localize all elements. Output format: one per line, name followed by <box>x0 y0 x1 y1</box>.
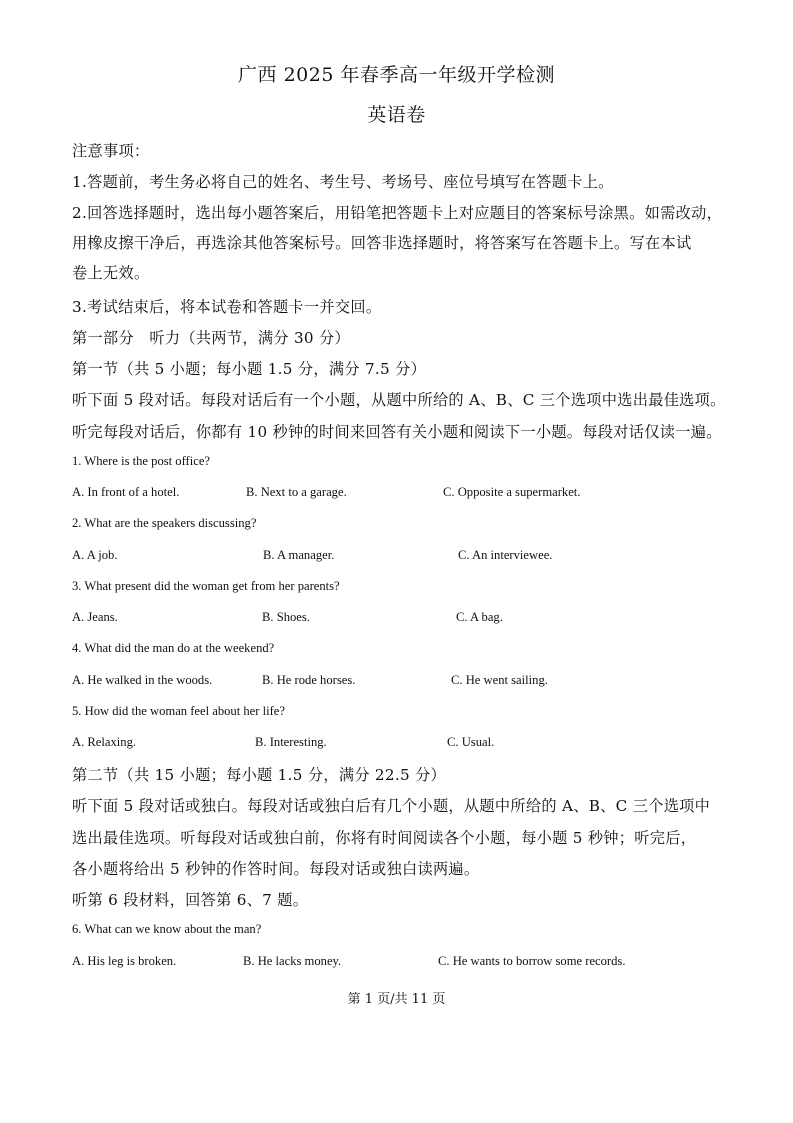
question-4-stem: 4. What did the man do at the weekend? <box>72 641 275 655</box>
question-2-option-a: A. A job. <box>72 548 118 562</box>
notice-item-2-line-2: 用橡皮擦干净后，再选涂其他答案标号。回答非选择题时，将答案写在答题卡上。写在本试 <box>72 234 692 252</box>
question-1-stem: 1. Where is the post office? <box>72 454 211 468</box>
question-3-option-b: B. Shoes. <box>262 610 310 624</box>
question-5-option-c: C. Usual. <box>447 735 495 749</box>
question-5-option-a: A. Relaxing. <box>72 735 137 749</box>
material-6-instruction: 听第 6 段材料，回答第 6、7 题。 <box>72 891 309 909</box>
page-number: 第 1 页/共 11 页 <box>347 992 446 1007</box>
section1-instructions-line-1: 听下面 5 段对话。每段对话后有一个小题，从题中所给的 A、B、C 三个选项中选出最佳选项。 <box>72 391 726 409</box>
question-1-option-a: A. In front of a hotel. <box>72 485 180 499</box>
question-6-option-a: A. His leg is broken. <box>72 954 177 968</box>
question-3-option-a: A. Jeans. <box>72 610 118 624</box>
question-2-option-c: C. An interviewee. <box>458 548 553 562</box>
question-4-option-a: A. He walked in the woods. <box>72 673 213 687</box>
question-4-option-c: C. He went sailing. <box>451 673 548 687</box>
exam-subtitle: 英语卷 <box>367 104 426 126</box>
notice-item-1: 1.答题前，考生务必将自己的姓名、考生号、考场号、座位号填写在答题卡上。 <box>72 173 614 191</box>
question-6-option-b: B. He lacks money. <box>243 954 342 968</box>
question-1-option-c: C. Opposite a supermarket. <box>443 485 581 499</box>
question-6-stem: 6. What can we know about the man? <box>72 922 262 936</box>
notice-item-3: 3.考试结束后，将本试卷和答题卡一并交回。 <box>72 298 382 316</box>
section1-heading: 第一节（共 5 小题；每小题 1.5 分，满分 7.5 分） <box>72 360 427 378</box>
notice-item-2-line-1: 2.回答选择题时，选出每小题答案后，用铅笔把答题卡上对应题目的答案标号涂黑。如需改动， <box>72 204 723 222</box>
part1-heading: 第一部分 听力（共两节，满分 30 分） <box>72 329 350 347</box>
section1-instructions-line-2: 听完每段对话后，你都有 10 秒钟的时间来回答有关小题和阅读下一小题。每段对话仅读一遍。 <box>72 423 722 441</box>
question-5-option-b: B. Interesting. <box>255 735 327 749</box>
question-2-stem: 2. What are the speakers discussing? <box>72 516 257 530</box>
exam-title: 广西 2025 年春季高一年级开学检测 <box>238 64 555 86</box>
question-6-option-c: C. He wants to borrow some records. <box>438 954 626 968</box>
section2-instructions-line-1: 听下面 5 段对话或独白。每段对话或独白后有几个小题，从题中所给的 A、B、C 三个选项中 <box>72 797 711 815</box>
section2-instructions-line-3: 各小题将给出 5 秒钟的作答时间。每段对话或独白读两遍。 <box>72 860 480 878</box>
notice-item-2-line-3: 卷上无效。 <box>72 264 150 282</box>
question-1-option-b: B. Next to a garage. <box>246 485 347 499</box>
question-5-stem: 5. How did the woman feel about her life? <box>72 704 285 718</box>
question-4-option-b: B. He rode horses. <box>262 673 356 687</box>
section2-heading: 第二节（共 15 小题；每小题 1.5 分，满分 22.5 分） <box>72 766 447 784</box>
notice-heading: 注意事项： <box>72 142 150 160</box>
section2-instructions-line-2: 选出最佳选项。听每段对话或独白前，你将有时间阅读各个小题，每小题 5 秒钟；听完后， <box>72 829 697 847</box>
question-3-option-c: C. A bag. <box>456 610 503 624</box>
question-2-option-b: B. A manager. <box>263 548 335 562</box>
question-3-stem: 3. What present did the woman get from her parents? <box>72 579 340 593</box>
